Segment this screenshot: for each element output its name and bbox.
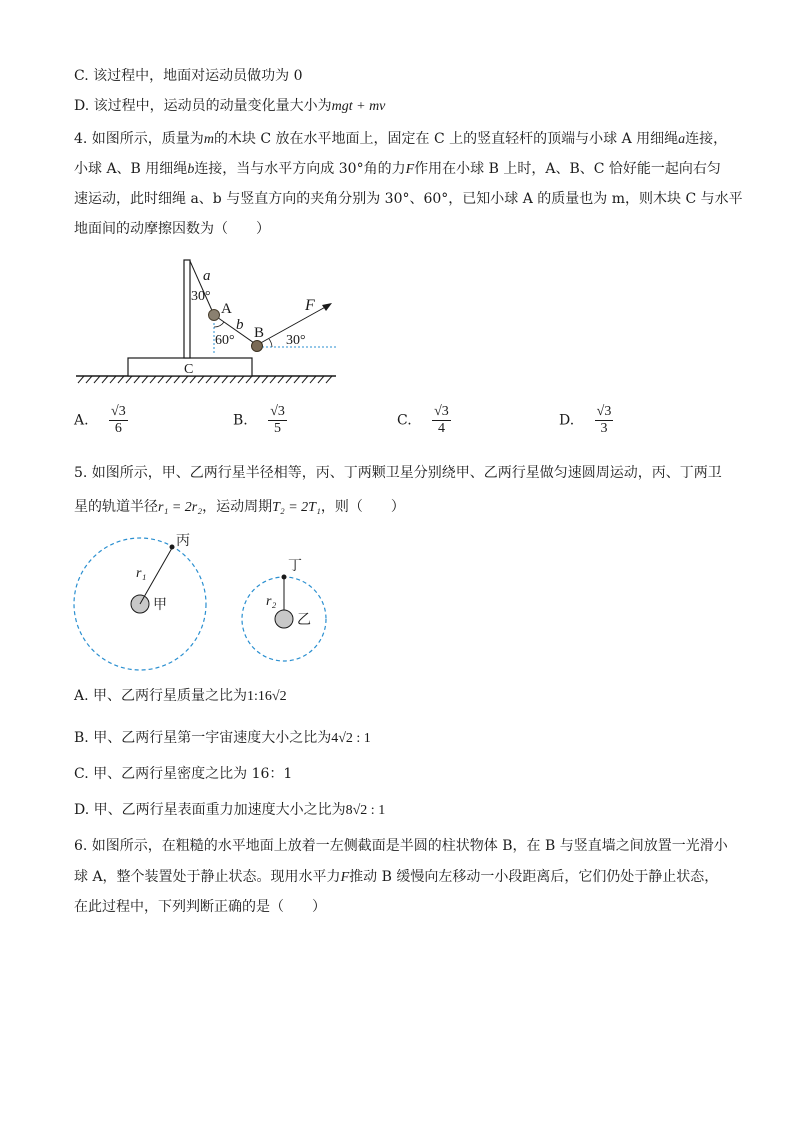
q6-var-f: F	[340, 870, 350, 885]
q4-line-1	[74, 129, 727, 150]
option-letter: C.	[397, 412, 412, 429]
q4-text: 小球 A、B 用细绳	[74, 161, 188, 177]
q4-text: 连接，当与水平方向成 30°角的力	[194, 161, 406, 177]
option-numerator: √3	[596, 404, 612, 419]
q5-text: ，运动周期	[202, 499, 273, 515]
q4-line-4: 地面间的动摩擦因数为（ ）	[74, 221, 270, 237]
label-30-top: 30°	[191, 289, 211, 304]
label-f: F	[305, 297, 315, 314]
option-letter: D.	[559, 412, 575, 429]
satellite-ding	[282, 575, 287, 580]
label-60: 60°	[215, 333, 235, 348]
label-jia: 甲	[153, 598, 167, 613]
q4-text: 连接，	[685, 131, 728, 147]
option-numerator: √3	[111, 404, 126, 419]
q4-var-f: F	[405, 162, 415, 177]
q4-text: 作用在小球 B 上时，A、B、C 恰好能一起向右匀	[414, 161, 721, 177]
label-c: C	[184, 362, 194, 377]
option-formula: 8√2 : 1	[345, 803, 386, 818]
label-a: a	[203, 268, 211, 284]
q4-var-b: b	[187, 162, 195, 177]
option-numerator: √3	[434, 404, 449, 419]
label-bing: 丙	[176, 534, 190, 549]
ground-hatch	[78, 376, 332, 383]
q5-option-a[interactable]	[74, 686, 287, 707]
q3-option-d	[74, 96, 385, 117]
q4-option-d[interactable]	[559, 404, 613, 437]
option-denominator: 3	[600, 421, 608, 436]
q4-line-3: 速运动，此时细绳 a、b 与竖直方向的夹角分别为 30°、60°，已知小球 A 的质量也为 m，则木块 C 与水平	[74, 191, 743, 207]
q4-text: 的木块 C 放在水平地面上，固定在 C 上的竖直轻杆的顶端与小球 A 用细绳	[213, 131, 679, 147]
q6-text: 球 A，整个装置处于静止状态。现用水平力	[74, 869, 341, 885]
option-formula: 1:16√2	[247, 689, 287, 704]
q3-option-d-text: D. 该过程中，运动员的动量变化量大小为	[74, 98, 332, 114]
option-text: A. 甲、乙两行星质量之比为	[74, 688, 248, 704]
q5-figure	[70, 530, 350, 675]
angle-arc-60	[214, 322, 224, 327]
force-arrow-head	[322, 303, 332, 311]
option-denominator: 5	[274, 421, 282, 436]
q6-line-3: 在此过程中，下列判断正确的是（ ）	[74, 899, 326, 915]
ball-b	[252, 341, 263, 352]
q4-text: 4. 如图所示，质量为	[74, 131, 204, 147]
label-ball-b: B	[254, 325, 265, 341]
q3-option-d-formula: mgt + mv	[331, 99, 386, 114]
option-letter: B.	[233, 412, 248, 429]
q4-option-b[interactable]	[233, 404, 287, 437]
option-formula: 4√2 : 1	[331, 731, 371, 746]
planet-yi	[275, 610, 293, 628]
q5-formula-t: T₂ = 2T₁	[272, 500, 321, 515]
q5-option-d[interactable]	[74, 800, 385, 821]
label-30-right: 30°	[286, 333, 306, 348]
satellite-bing	[170, 545, 175, 550]
q4-figure	[74, 255, 344, 390]
q6-text: 推动 B 缓慢向左移动一小段距离后，它们仍处于静止状态，	[349, 869, 719, 885]
q4-line-2	[74, 159, 721, 180]
vertical-pole	[184, 260, 190, 358]
label-r1: r₁	[136, 566, 147, 581]
q3-option-c: C. 该过程中，地面对运动员做功为 0	[74, 68, 303, 84]
label-ball-a: A	[221, 301, 232, 317]
option-denominator: 4	[437, 421, 445, 436]
label-yi: 乙	[297, 613, 311, 628]
q6-line-2	[74, 867, 718, 888]
ball-a	[209, 310, 220, 321]
label-ding: 丁	[288, 559, 302, 574]
q4-option-c[interactable]	[397, 404, 451, 437]
q5-line-1: 5. 如图所示，甲、乙两行星半径相等，丙、丁两颗卫星分别绕甲、乙两行星做匀速圆周运动，丙、丁两卫	[74, 465, 722, 481]
option-denominator: 6	[114, 421, 122, 436]
option-numerator: √3	[270, 404, 285, 419]
q5-line-2	[74, 497, 405, 518]
label-r2: r₂	[266, 594, 277, 609]
label-b: b	[236, 317, 244, 333]
q6-line-1: 6. 如图所示，在粗糙的水平地面上放着一左侧截面是半圆的柱状物体 B，在 B 与竖直墙之间放置一光滑小	[74, 838, 728, 854]
q4-var-m: m	[203, 132, 214, 147]
q5-text: 星的轨道半径	[74, 499, 158, 515]
q5-option-b[interactable]	[74, 728, 371, 749]
q5-formula-r: r₁ = 2r₂	[158, 500, 203, 515]
q4-option-a[interactable]	[74, 404, 128, 437]
option-text: D. 甲、乙两行星表面重力加速度大小之比为	[74, 802, 346, 818]
option-text: B. 甲、乙两行星第一宇宙速度大小之比为	[74, 730, 332, 746]
q4-var-a: a	[678, 132, 686, 147]
q5-text: ，则（ ）	[320, 499, 405, 515]
q5-option-c[interactable]: C. 甲、乙两行星密度之比为 16：1	[74, 766, 293, 782]
option-letter: A.	[74, 412, 89, 429]
angle-arc-30	[269, 339, 272, 347]
